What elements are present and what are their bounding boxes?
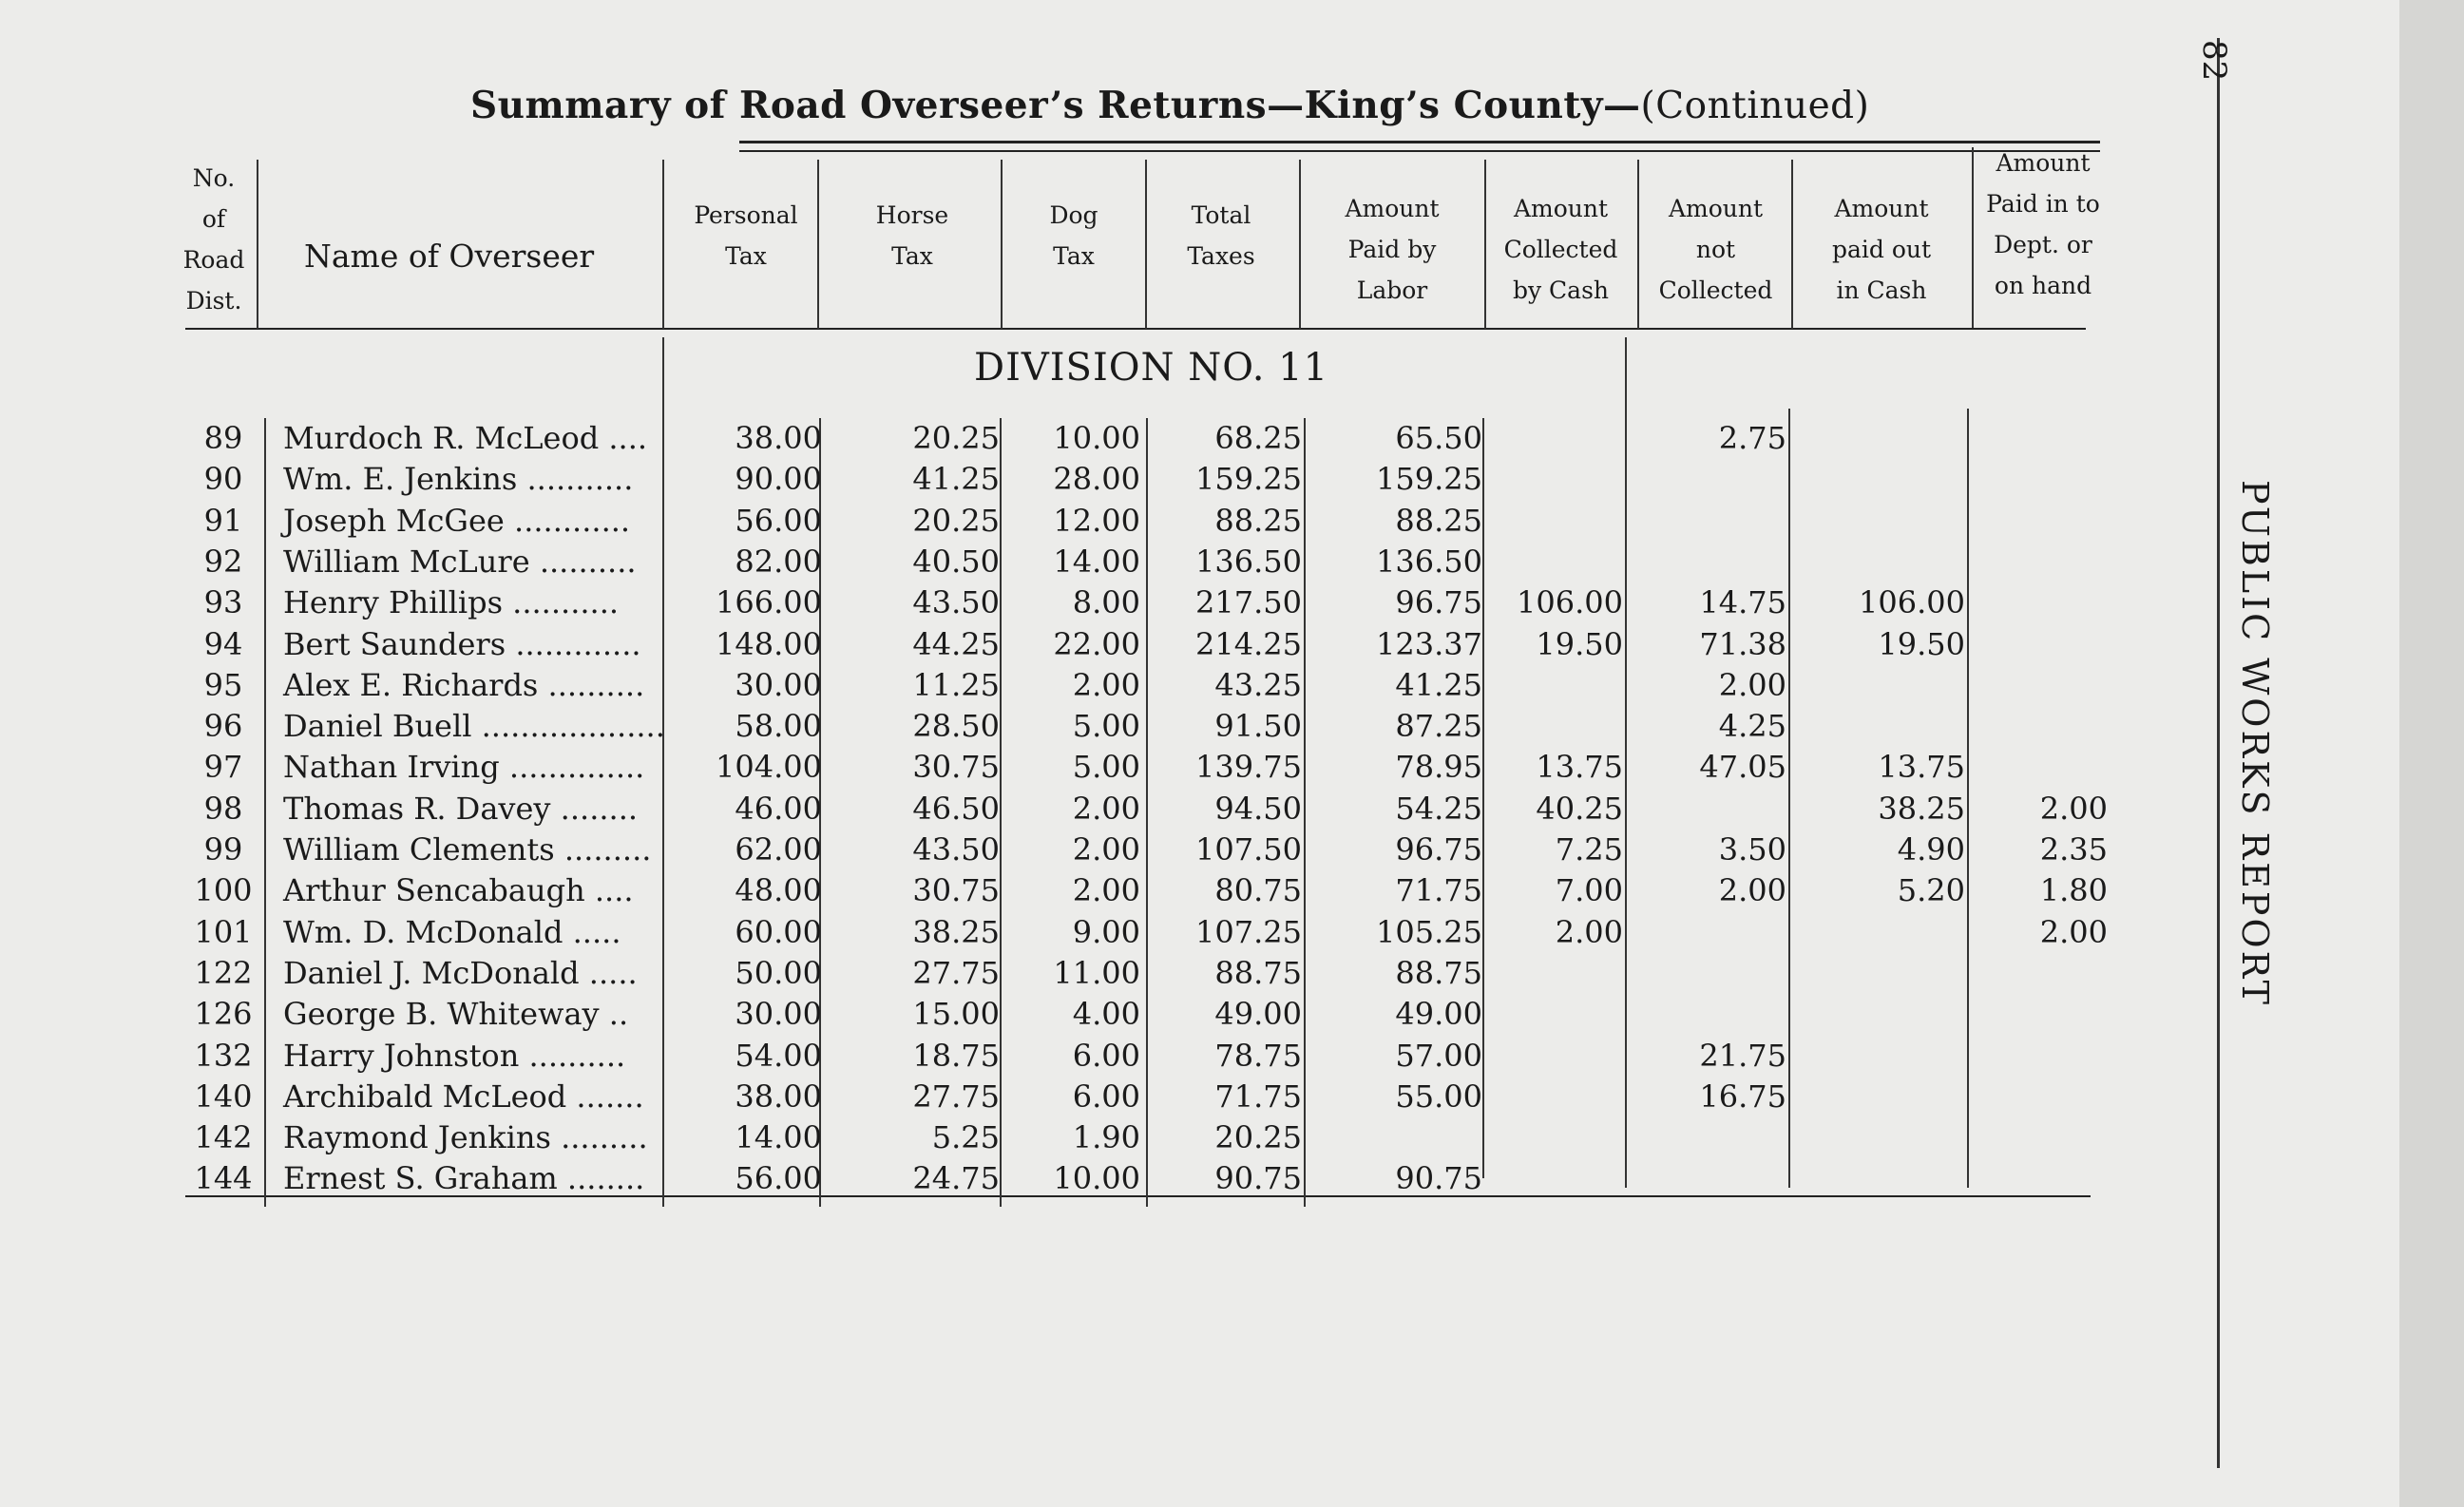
cell-horse: 41.25: [912, 461, 1000, 498]
cell-personal: 62.00: [735, 831, 822, 868]
cell-horse: 20.25: [912, 420, 1000, 456]
cell-cash: 2.00: [1555, 913, 1623, 950]
cell-labor: 96.75: [1395, 831, 1482, 868]
cell-personal: 56.00: [735, 502, 822, 539]
overseer-name: Wm. E. Jenkins ...........: [283, 461, 634, 498]
cell-labor: 96.75: [1395, 584, 1482, 621]
cell-total: 159.25: [1195, 461, 1302, 498]
overseer-name: Harry Johnston ..........: [283, 1037, 626, 1074]
page-edge: [2399, 0, 2464, 1507]
cell-not-collected: 21.75: [1699, 1037, 1786, 1074]
cell-personal: 104.00: [716, 749, 822, 786]
cell-paid-out: 4.90: [1897, 831, 1965, 868]
overseer-name: Archibald McLeod .......: [283, 1078, 644, 1115]
overseer-name: Raymond Jenkins .........: [283, 1119, 648, 1156]
cell-labor: 87.25: [1395, 708, 1482, 745]
running-title: PUBLIC WORKS REPORT: [2234, 480, 2276, 1007]
cell-cash: 7.25: [1555, 831, 1623, 868]
cell-labor: 159.25: [1376, 461, 1482, 498]
table-row: [0, 626, 2138, 667]
cell-dog: 1.90: [1072, 1119, 1140, 1156]
cell-labor: 90.75: [1395, 1160, 1482, 1197]
cell-horse: 18.75: [912, 1037, 1000, 1074]
col-sep: [1637, 160, 1639, 329]
table-row: [0, 544, 2138, 584]
table-row: [0, 1119, 2138, 1160]
cell-personal: 60.00: [735, 913, 822, 950]
cell-horse: 38.25: [912, 913, 1000, 950]
cell-paid-out: 19.50: [1878, 625, 1965, 662]
table-row: [0, 461, 2138, 502]
cell-dog: 9.00: [1072, 913, 1140, 950]
cell-total: 20.25: [1214, 1119, 1302, 1156]
cell-personal: 48.00: [735, 872, 822, 909]
overseer-name: Daniel Buell ...................: [283, 708, 665, 745]
top-rule-thick: [739, 141, 2100, 143]
overseer-name: William Clements .........: [283, 831, 652, 868]
cell-dog: 4.00: [1072, 996, 1140, 1033]
header-road-dist: No. of Road Dist.: [182, 164, 245, 315]
cell-dog: 2.00: [1072, 666, 1140, 703]
cell-total: 43.25: [1214, 666, 1302, 703]
cell-horse: 44.25: [912, 625, 1000, 662]
cell-labor: 71.75: [1395, 872, 1482, 909]
cell-total: 214.25: [1195, 625, 1302, 662]
col-sep: [1484, 160, 1486, 329]
cell-dept: 2.35: [2039, 831, 2108, 868]
cell-not-collected: 16.75: [1699, 1078, 1786, 1115]
cell-total: 94.50: [1214, 790, 1302, 827]
header-paid-out-cash: Amount paid out in Cash: [1831, 195, 1932, 304]
cell-personal: 30.00: [735, 996, 822, 1033]
cell-total: 68.25: [1214, 420, 1302, 456]
col-sep: [1791, 160, 1793, 329]
header-bottom-rule: [185, 328, 2086, 330]
header-name-of-overseer: Name of Overseer: [304, 238, 595, 275]
table-row: [0, 791, 2138, 831]
cell-dog: 22.00: [1053, 625, 1140, 662]
cell-not-collected: 4.25: [1718, 708, 1786, 745]
cell-labor: 123.37: [1376, 625, 1482, 662]
overseer-name: Ernest S. Graham ........: [283, 1160, 645, 1197]
header-not-collected: Amount not Collected: [1658, 195, 1773, 304]
col-sep: [817, 160, 819, 329]
road-dist-number: 97: [203, 749, 243, 786]
road-dist-number: 122: [194, 954, 253, 991]
cell-labor: 65.50: [1395, 420, 1482, 456]
cell-horse: 30.75: [912, 749, 1000, 786]
cell-horse: 27.75: [912, 954, 1000, 991]
overseer-name: William McLure ..........: [283, 543, 637, 580]
table-row: [0, 1160, 2138, 1201]
table-row: [0, 749, 2138, 790]
cell-personal: 30.00: [735, 666, 822, 703]
header-paid-to-dept: Amount Paid in to Dept. or on hand: [1986, 149, 2100, 299]
road-dist-number: 89: [203, 420, 243, 456]
col-sep: [1001, 160, 1003, 329]
cell-not-collected: 2.00: [1718, 872, 1786, 909]
cell-horse: 5.25: [931, 1119, 1000, 1156]
header-horse-tax: Horse Tax: [875, 201, 949, 270]
table-row: [0, 955, 2138, 996]
cell-horse: 27.75: [912, 1078, 1000, 1115]
cell-not-collected: 2.75: [1718, 420, 1786, 456]
cell-personal: 50.00: [735, 954, 822, 991]
overseer-name: Thomas R. Davey ........: [283, 790, 639, 827]
road-dist-number: 132: [194, 1037, 253, 1074]
overseer-name: Joseph McGee ............: [283, 502, 631, 539]
header-dog-tax: Dog Tax: [1049, 201, 1098, 270]
road-dist-number: 126: [194, 996, 253, 1033]
cell-total: 107.25: [1195, 913, 1302, 950]
road-dist-number: 101: [194, 913, 253, 950]
page-number: 82: [2195, 40, 2233, 82]
cell-horse: 28.50: [912, 708, 1000, 745]
cell-total: 107.50: [1195, 831, 1302, 868]
road-dist-number: 95: [203, 666, 243, 703]
cell-dog: 5.00: [1072, 749, 1140, 786]
table-row: [0, 708, 2138, 749]
cell-dog: 10.00: [1053, 1160, 1140, 1197]
cell-dog: 10.00: [1053, 420, 1140, 456]
road-dist-number: 91: [203, 502, 243, 539]
cell-paid-out: 13.75: [1878, 749, 1965, 786]
division-heading: DIVISION NO. 11: [974, 346, 1329, 390]
cell-paid-out: 5.20: [1897, 872, 1965, 909]
cell-personal: 82.00: [735, 543, 822, 580]
cell-horse: 30.75: [912, 872, 1000, 909]
cell-dog: 14.00: [1053, 543, 1140, 580]
cell-labor: 49.00: [1395, 996, 1482, 1033]
road-dist-number: 92: [203, 543, 243, 580]
cell-dog: 11.00: [1053, 954, 1140, 991]
cell-total: 217.50: [1195, 584, 1302, 621]
cell-personal: 90.00: [735, 461, 822, 498]
cell-dog: 2.00: [1072, 831, 1140, 868]
cell-paid-out: 106.00: [1859, 584, 1965, 621]
road-dist-number: 94: [203, 625, 243, 662]
cell-total: 136.50: [1195, 543, 1302, 580]
cell-dog: 28.00: [1053, 461, 1140, 498]
table-row: [0, 831, 2138, 872]
cell-horse: 15.00: [912, 996, 1000, 1033]
table-row: [0, 420, 2138, 461]
cell-total: 49.00: [1214, 996, 1302, 1033]
cell-total: 88.25: [1214, 502, 1302, 539]
cell-not-collected: 47.05: [1699, 749, 1786, 786]
cell-total: 88.75: [1214, 954, 1302, 991]
cell-not-collected: 2.00: [1718, 666, 1786, 703]
overseer-name: Wm. D. McDonald .....: [283, 913, 621, 950]
margin-rule: [2217, 38, 2220, 1468]
cell-cash: 106.00: [1517, 584, 1623, 621]
col-sep: [257, 160, 258, 329]
table-row: [0, 872, 2138, 913]
road-dist-number: 98: [203, 790, 243, 827]
cell-dept: 2.00: [2039, 790, 2108, 827]
cell-personal: 46.00: [735, 790, 822, 827]
cell-labor: 88.25: [1395, 502, 1482, 539]
cell-labor: 54.25: [1395, 790, 1482, 827]
cell-horse: 46.50: [912, 790, 1000, 827]
road-dist-number: 90: [203, 461, 243, 498]
cell-total: 139.75: [1195, 749, 1302, 786]
cell-dog: 6.00: [1072, 1037, 1140, 1074]
cell-dog: 5.00: [1072, 708, 1140, 745]
overseer-name: George B. Whiteway ..: [283, 996, 629, 1033]
overseer-name: Bert Saunders .............: [283, 625, 641, 662]
header-total-taxes: Total Taxes: [1187, 201, 1255, 270]
cell-total: 90.75: [1214, 1160, 1302, 1197]
cell-personal: 148.00: [716, 625, 822, 662]
cell-paid-out: 38.25: [1878, 790, 1965, 827]
cell-cash: 7.00: [1555, 872, 1623, 909]
col-sep: [1972, 147, 1974, 328]
road-dist-number: 96: [203, 708, 243, 745]
cell-personal: 54.00: [735, 1037, 822, 1074]
cell-horse: 40.50: [912, 543, 1000, 580]
top-rule-thin: [739, 150, 2100, 152]
cell-dog: 2.00: [1072, 790, 1140, 827]
overseer-name: Arthur Sencabaugh ....: [283, 872, 634, 909]
table-row: [0, 667, 2138, 708]
cell-personal: 56.00: [735, 1160, 822, 1197]
overseer-name: Nathan Irving ..............: [283, 749, 645, 786]
col-sep: [662, 160, 664, 329]
road-dist-number: 140: [194, 1078, 253, 1115]
cell-total: 91.50: [1214, 708, 1302, 745]
road-dist-number: 93: [203, 584, 243, 621]
cell-labor: 55.00: [1395, 1078, 1482, 1115]
overseer-name: Alex E. Richards ..........: [283, 666, 645, 703]
cell-total: 78.75: [1214, 1037, 1302, 1074]
page-title: [470, 84, 1869, 127]
cell-labor: 57.00: [1395, 1037, 1482, 1074]
cell-cash: 13.75: [1536, 749, 1623, 786]
road-dist-number: 99: [203, 831, 243, 868]
cell-labor: 88.75: [1395, 954, 1482, 991]
title-continued: (Continued): [1640, 85, 1870, 127]
cell-personal: 38.00: [735, 420, 822, 456]
col-sep: [1299, 160, 1301, 329]
cell-dog: 2.00: [1072, 872, 1140, 909]
cell-total: 71.75: [1214, 1078, 1302, 1115]
header-personal-tax: Personal Tax: [694, 201, 798, 270]
cell-labor: 41.25: [1395, 666, 1482, 703]
overseer-name: Henry Phillips ...........: [283, 584, 620, 621]
cell-cash: 40.25: [1536, 790, 1623, 827]
cell-horse: 20.25: [912, 502, 1000, 539]
table-row: [0, 914, 2138, 955]
cell-horse: 11.25: [912, 666, 1000, 703]
cell-labor: 136.50: [1376, 543, 1482, 580]
cell-not-collected: 3.50: [1718, 831, 1786, 868]
cell-horse: 43.50: [912, 831, 1000, 868]
table-row: [0, 996, 2138, 1037]
cell-personal: 166.00: [716, 584, 822, 621]
road-dist-number: 142: [194, 1119, 253, 1156]
table-row: [0, 584, 2138, 625]
cell-personal: 58.00: [735, 708, 822, 745]
cell-dept: 2.00: [2039, 913, 2108, 950]
table-row: [0, 1038, 2138, 1078]
cell-horse: 43.50: [912, 584, 1000, 621]
cell-dept: 1.80: [2039, 872, 2108, 909]
col-sep: [1145, 160, 1147, 329]
cell-not-collected: 71.38: [1699, 625, 1786, 662]
cell-dog: 8.00: [1072, 584, 1140, 621]
overseer-name: Daniel J. McDonald .....: [283, 954, 638, 991]
cell-labor: 105.25: [1376, 913, 1482, 950]
cell-personal: 14.00: [735, 1119, 822, 1156]
cell-dog: 12.00: [1053, 502, 1140, 539]
title-main: Summary of Road Overseer’s Returns—King’s County—: [470, 84, 1641, 127]
cell-horse: 24.75: [912, 1160, 1000, 1197]
road-dist-number: 144: [194, 1160, 253, 1197]
table-row: [0, 1078, 2138, 1119]
cell-cash: 19.50: [1536, 625, 1623, 662]
cell-not-collected: 14.75: [1699, 584, 1786, 621]
table-row: [0, 503, 2138, 544]
road-dist-number: 100: [194, 872, 253, 909]
header-collected-by-cash: Amount Collected by Cash: [1503, 195, 1618, 304]
cell-personal: 38.00: [735, 1078, 822, 1115]
overseer-name: Murdoch R. McLeod ....: [283, 420, 648, 456]
cell-labor: 78.95: [1395, 749, 1482, 786]
header-paid-by-labor: Amount Paid by Labor: [1345, 195, 1440, 304]
cell-dog: 6.00: [1072, 1078, 1140, 1115]
cell-total: 80.75: [1214, 872, 1302, 909]
